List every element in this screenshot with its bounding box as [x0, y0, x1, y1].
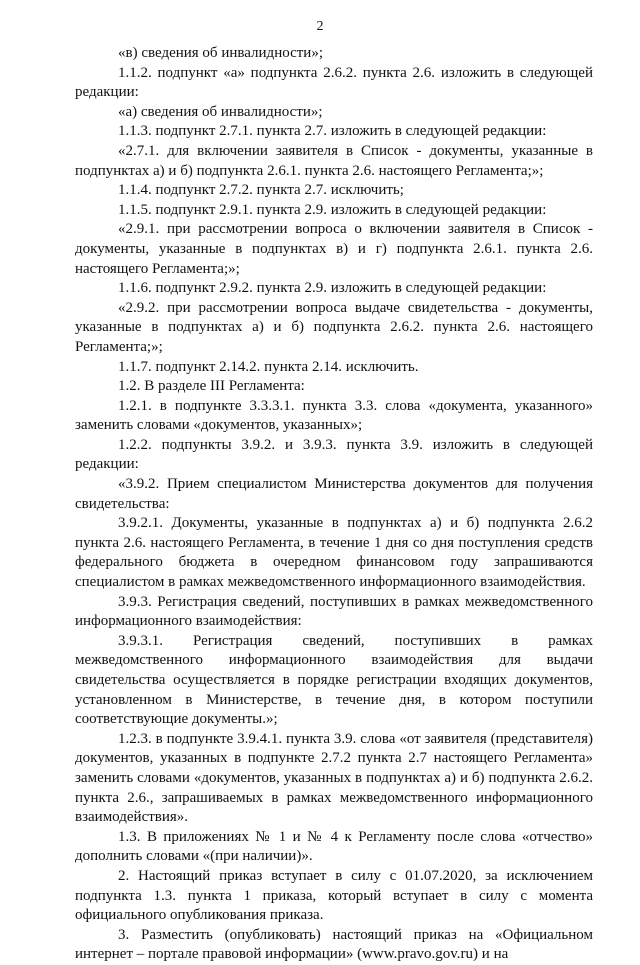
paragraph: 3.9.2.1. Документы, указанные в подпунктах а) и б) подпункта 2.6.2 пункта 2.6. настоящего Регламента, в течение 1 дня со дня поступления средств федерального бюджета в очередном финансовом году запрашиваются специалистом в рамках межведомственного информационного взаимодействия.	[75, 515, 593, 591]
paragraph: 1.2. В разделе III Регламента:	[118, 378, 305, 395]
paragraph: 1.1.5. подпункт 2.9.1. пункта 2.9. изложить в следующей редакции:	[118, 201, 547, 218]
paragraph: 1.1.6. подпункт 2.9.2. пункта 2.9. изложить в следующей редакции:	[118, 280, 547, 297]
paragraph: 1.1.3. подпункт 2.7.1. пункта 2.7. изложить в следующей редакции:	[118, 123, 547, 140]
paragraph: 1.1.2. подпункт «а» подпункта 2.6.2. пункта 2.6. изложить в следующей редакции:	[75, 64, 593, 101]
paragraph: 2. Настоящий приказ вступает в силу с 01.07.2020, за исключением подпункта 1.3. пункта 1 приказа, который вступает в силу с момента официального опубликования приказа.	[75, 867, 593, 924]
paragraph: 3.9.3.1. Регистрация сведений, поступивших в рамках межведомственного информационного взаимодействия для выдачи свидетельства осуществляется в порядке регистрации входящих документов, установленном в Министерстве, в течение дня, в котором поступили соответствующие документы.»;	[75, 632, 593, 728]
paragraph: 1.1.4. подпункт 2.7.2. пункта 2.7. исключить;	[118, 182, 404, 199]
paragraph: 3.9.3. Регистрация сведений, поступивших в рамках межведомственного информационного взаимодействия:	[75, 593, 593, 630]
paragraph: 1.2.1. в подпункте 3.3.3.1. пункта 3.3. слова «документа, указанного» заменить словами «документов, указанных»;	[75, 397, 593, 434]
document-body	[75, 44, 593, 965]
paragraph: «2.9.2. при рассмотрении вопроса выдаче свидетельства - документы, указанные в подпунктах а) и б) подпункта 2.6.2. пункта 2.6. настоящего Регламента;»;	[75, 299, 593, 355]
paragraph: 1.1.7. подпункт 2.14.2. пункта 2.14. исключить.	[118, 358, 419, 375]
page-number: 2	[316, 19, 324, 34]
paragraph: «а) сведения об инвалидности»;	[118, 103, 323, 120]
paragraph: 1.2.2. подпункты 3.9.2. и 3.9.3. пункта 3.9. изложить в следующей редакции:	[75, 436, 593, 473]
paragraph: 3. Разместить (опубликовать) настоящий приказ на «Официальном интернет – портале правовой информации» (www.pravo.gov.ru) и на	[75, 926, 593, 963]
paragraph: «2.9.1. при рассмотрении вопроса о включении заявителя в Список - документы, указанные в подпунктах в) и г) подпункта 2.6.1. пункта 2.6. настоящего Регламента;»;	[75, 221, 593, 277]
paragraph: 1.3. В приложениях № 1 и № 4 к Регламенту после слова «отчество» дополнить словами «(при наличии)».	[75, 828, 593, 865]
paragraph: 1.2.3. в подпункте 3.9.4.1. пункта 3.9. слова «от заявителя (представителя) документов, указанных в подпункте 2.7.2 пункта 2.7 настоящего Регламента» заменить словами «документов, указанных в подпунктах а) и б) подпункта 2.6.2. пункта 2.6., запрашиваемых в рамках межведомственного информационного взаимодействия».	[75, 730, 593, 826]
paragraph: «3.9.2. Прием специалистом Министерства документов для получения свидетельства:	[75, 476, 593, 512]
paragraph: «2.7.1. для включении заявителя в Список - документы, указанные в подпунктах а) и б) подпункта 2.6.1. пункта 2.6. настоящего Регламента;»;	[75, 142, 593, 179]
paragraph: «в) сведения об инвалидности»;	[118, 45, 323, 61]
